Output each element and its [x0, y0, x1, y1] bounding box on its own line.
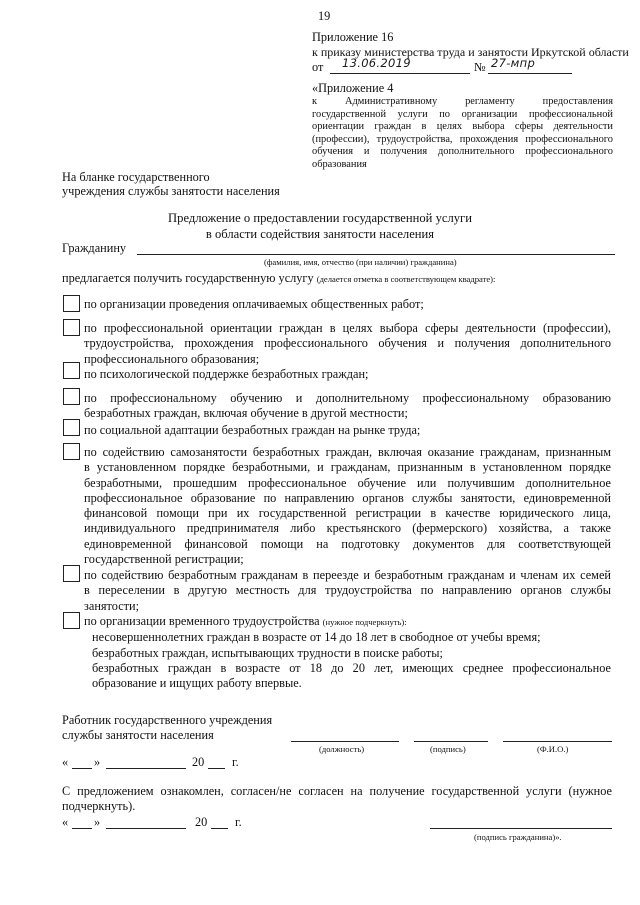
checkbox-vocational-training[interactable] — [63, 388, 80, 405]
option-line: в установленном порядке безработными, и гражданам, признанным в установленном порядке — [84, 460, 611, 475]
letterhead-line: На бланке государственного — [62, 170, 210, 184]
checkbox-self-employment[interactable] — [63, 443, 80, 460]
option-vocational-training — [84, 391, 611, 422]
option-line: в переселении в другую местность для трудоустройства по направлению органов службы — [84, 583, 611, 598]
offer-note: (делается отметка в соответствующем квадрате): — [316, 274, 496, 284]
option-line: индивидуального предпринимателя либо крестьянского (фермерского) хозяйства, а также — [84, 521, 611, 536]
option-relocation — [84, 568, 611, 614]
ack-date-open: « — [62, 815, 69, 829]
annex-line: обучения и получения дополнительного профессионального — [312, 146, 613, 158]
annex-text — [312, 96, 613, 172]
option-line: трудоустройства, прохождения профессионального обучения и получения дополнительного — [84, 336, 611, 351]
ack-date-close: » — [94, 815, 101, 829]
annex-line: государственной услуги по организации профессиональной — [312, 108, 613, 120]
title-line: Предложение о предоставлении государственной услуги — [168, 211, 472, 225]
option-lead-text: по организации временного трудоустройства — [84, 614, 320, 628]
checkbox-social-adaptation[interactable] — [63, 419, 80, 436]
sub-option-line: безработных граждан, испытывающих трудности в поиске работы; — [92, 645, 443, 660]
option-social-adaptation — [84, 423, 611, 438]
option-line: по содействию безработным гражданам в переезде и безработным гражданам и членам их семей — [84, 568, 611, 582]
acknowledgement-text — [62, 784, 612, 814]
acknowledgement-line: подчеркнуть). — [62, 799, 136, 813]
sub-option-line: несовершеннолетних граждан в возрасте от 14 до 18 лет в свободное от учебы время; — [92, 630, 541, 645]
offer-main: предлагается получить государственную услугу — [62, 271, 314, 285]
sub-option-line: безработных граждан в возрасте от 18 до 20 лет, имеющих среднее профессиональное — [92, 660, 611, 675]
worker-line: службы занятости населения — [62, 728, 214, 742]
annex-line: образования — [312, 158, 367, 170]
worker-year-prefix: 20 — [192, 755, 205, 769]
option-lead-note: (нужное подчеркнуть): — [322, 617, 407, 627]
option-paid-public-works — [84, 297, 611, 312]
appendix-label: Приложение 16 — [312, 30, 394, 44]
checkbox-paid-public-works[interactable] — [63, 295, 80, 312]
position-caption: (должность) — [319, 744, 365, 754]
option-line: профессионального образования; — [84, 351, 260, 366]
option-line: безработными, прошедшим профессиональное обучение или получившим дополнительное — [84, 475, 611, 490]
handwritten-date: 13.06.2019 — [342, 56, 411, 70]
annex-title: «Приложение 4 — [312, 81, 394, 95]
position-field[interactable] — [291, 741, 399, 742]
signature-field[interactable] — [414, 741, 488, 742]
option-self-employment — [84, 445, 611, 567]
page-number: 19 — [318, 9, 331, 23]
ack-year-field[interactable] — [211, 828, 228, 829]
handwritten-number: 27-мпр — [491, 56, 536, 70]
option-line: по социальной адаптации безработных граждан на рынке труда; — [84, 423, 421, 437]
temporary-employment-sublist — [84, 630, 611, 691]
signature-caption: (подпись) — [430, 744, 466, 754]
checkbox-temporary-employment[interactable] — [63, 612, 80, 629]
option-line: по профессиональной ориентации граждан в целях выбора сферы деятельности (профессии), — [84, 321, 611, 335]
annex-line: к Административному регламенту предоставления — [312, 96, 613, 107]
annex-line: ориентации граждан в целях выбора сферы деятельности — [312, 121, 613, 133]
number-underline — [488, 73, 572, 74]
order-reference: к приказу министерства труда и занятости Иркутской области — [312, 45, 629, 59]
date-underline — [330, 73, 470, 74]
option-line: финансовой помощи при их государственной регистрации в качестве юридического лица, — [84, 506, 611, 521]
option-line: безработных граждан, включая обучение в другой местности; — [84, 406, 408, 421]
worker-date-close: » — [94, 755, 101, 769]
option-temporary-employment — [84, 614, 611, 691]
citizen-name-field[interactable] — [137, 254, 615, 255]
offer-text — [62, 271, 495, 287]
worker-day-field[interactable] — [72, 768, 92, 769]
option-line: профессиональное образование по направлению органов службы занятости, единовременной — [84, 490, 611, 505]
worker-date-open: « — [62, 755, 69, 769]
full-name-caption: (Ф.И.О.) — [537, 744, 569, 754]
ack-month-field[interactable] — [106, 828, 186, 829]
option-line: по профессиональному обучению и дополнительному профессиональному образованию — [84, 391, 611, 405]
ack-year-suffix: г. — [235, 815, 242, 829]
annex-line: (профессии), трудоустройства, прохождения профессионального — [312, 133, 613, 145]
option-line: занятости; — [84, 598, 140, 613]
option-line: единовременной финансовой помощи на подготовку документов для соответствующей — [84, 536, 611, 551]
option-lead — [84, 614, 611, 630]
title-line: в области содействия занятости населения — [205, 226, 435, 241]
letterhead-line: учреждения службы занятости населения — [62, 184, 280, 198]
option-psychological-support — [84, 367, 611, 382]
citizen-label: Гражданину — [62, 241, 127, 255]
acknowledgement-line: С предложением ознакомлен, согласен/не согласен на получение государственной услуги (нужное — [62, 784, 612, 798]
worker-month-field[interactable] — [106, 768, 186, 769]
sub-option-line: образование и ищущих работу впервые. — [92, 676, 302, 691]
document-title — [0, 211, 640, 242]
checkbox-career-guidance[interactable] — [63, 319, 80, 336]
full-name-field[interactable] — [503, 741, 612, 742]
worker-line: Работник государственного учреждения — [62, 713, 273, 727]
citizen-signature-caption: (подпись гражданина)». — [474, 832, 562, 842]
number-prefix: № — [474, 60, 486, 74]
option-career-guidance — [84, 321, 611, 367]
option-line: государственной регистрации; — [84, 552, 244, 567]
date-prefix: от — [312, 60, 324, 74]
checkbox-psychological-support[interactable] — [63, 362, 80, 379]
option-line: по организации проведения оплачиваемых общественных работ; — [84, 297, 424, 311]
checkbox-relocation[interactable] — [63, 565, 80, 582]
citizen-signature-field[interactable] — [430, 828, 612, 829]
worker-year-suffix: г. — [232, 755, 239, 769]
citizen-name-caption: (фамилия, имя, отчество (при наличии) гражданина) — [264, 257, 457, 267]
ack-day-field[interactable] — [72, 828, 92, 829]
option-line: по психологической поддержке безработных граждан; — [84, 367, 369, 381]
option-line: по содействию самозанятости безработных граждан, включая оказание гражданам, признанным — [84, 445, 611, 459]
ack-year-prefix: 20 — [195, 815, 208, 829]
worker-year-field[interactable] — [208, 768, 225, 769]
